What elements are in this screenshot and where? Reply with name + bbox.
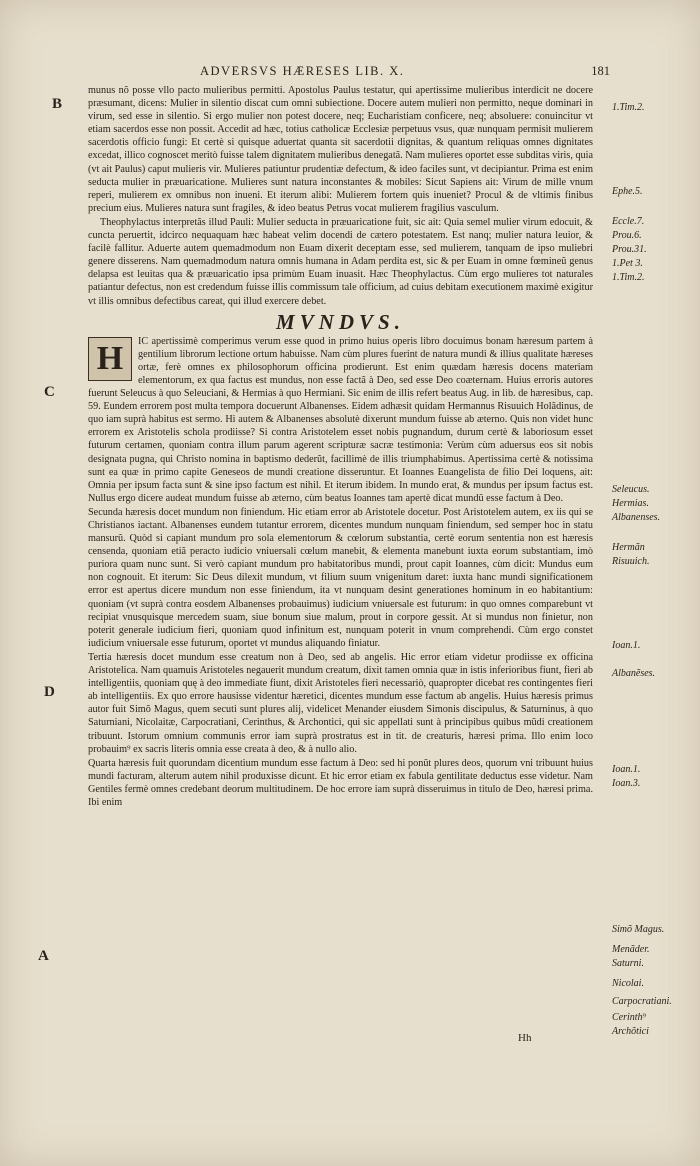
margin-note: Nicolai.: [612, 978, 644, 989]
margin-note: Risuuich.: [612, 556, 650, 567]
margin-note: 1.Tim.2.: [612, 272, 645, 283]
margin-note: Archõtici: [612, 1026, 649, 1037]
margin-note: 1.Pet 3.: [612, 258, 643, 269]
paragraph-mundus-4: Quarta hæresis fuit quorundam dicentium mundum esse factum à Deo: sed hi ponũt plures deos, quorum vni tribuunt huius mundi facturam, alterum autem nihil produxisse dicunt. Et hic error etiam ex fabula gentilitate deductus esse videtur. Nam Gentiles fermè omnes credebant deorum multitudinem. De hoc errore iam suprà disseruimus in titulo de Deo, hæresi prima. Ibi enim: [88, 757, 593, 808]
margin-note: Prou.31.: [612, 244, 647, 255]
paragraph-mundus-2: Secunda hæresis docet mundum non finiendum. Hic etiam error ab Aristotele docetur. Post Aristotelem autem, ex iis qui se Christianos iactant. Albanenses eundem tutantur errorem, dicentes mundum nunquam finiendum, sed semper hoc in statu mansurũ. Quòd si capiant mundum pro sola elementorum & cœlorum substantia, certè eorum sententia non est hæresis censenda, quoniam etiã peracto iudicio vniuersali cœlum manebit, & elementa manebunt iuxta eorum substantiam, imò puriora quam nunc sunt. Si verò capiant mundum pro habitatoribus mundi, prout capit Ioannes, cùm dicit: Mundus eum non cognouit. Et iterum: Sic Deus dilexit mundum, vt filium suum vnigenitum daret: iuxta hanc mundi significationem error est apertus dicere mundum non esse finiendum, ita vt nunquam desint generationes hominum in eo habitantium: quoniam (vt suprà contra eosdem Albanenses probauimus) iudicium vniuersale est futurum: in quo omnes comparebunt vt recipiat vnusquisque mercedem suam, siue bonum siue malum, prout in corpore gessit. At si mundus non finietur, non poterit generale iudicium fieri, quoniam quod infinitum est, nunquam poterit in vnum comprehendi. Cùm ergo constet iudicium vniuersale esse futurum, oportet vt mundus aliquando finiatur.: [88, 506, 593, 649]
margin-note: Ioan.3.: [612, 778, 641, 789]
paragraph-mundus-3: Tertia hæresis docet mundum esse creatum non à Deo, sed ab angelis. Hic error etiam videtur prodiisse ex officina Aristotelica. Nam quamuis Aristoteles negauerit mundum creatum, dixit tamen omnia quæ in istis inferioribus fiunt, fieri ab intelligentiis, quoniam quę à deo immediate fiunt, dixit Aristoteles fieri necessariò, quapropter dicebat res contingentes fieri ab intelligentiis. Ex quo errore hausisse videntur hæretici, dicentes mundum esse factum ab angelis. Huius hæresis primus autor fuit Simõ Magus, quem secuti sunt plures alij, videlicet Menander eiusdem Simonis discipulus, & Saturninus, à quo Saturniani, Nicolaitæ, Carpocratiani, Cerinthus, & Archontici, qui sic appellati sunt à principibus quibus mũdi creationem tribuunt. Istorum omnium communis error iam suprà prostratus est in tit. de creaturis, hæresi prima. Illo enim loco probauim⁹ ex sacris literis omnia esse creata à deo, & à nullo alio.: [88, 651, 593, 755]
section-marker-b: B: [52, 96, 63, 112]
section-title: MVNDVS.: [276, 309, 405, 334]
page-number: 181: [591, 64, 610, 78]
margin-note: Saturni.: [612, 958, 644, 969]
paragraph-top-2: Theophylactus interpretãs illud Pauli: Mulier seducta in præuaricatione fuit, sic ait: Quia semel mulier virum edocuit, & cuncta peruertit, idcirco nequaquam hæc habeat velim docendi de cætero potestatem. Est nanq; mulier natura leuior, & facilè fallitur. Aduerte autem quemadmodum non Euam dixerit deceptam esse, sed mulierem, tanquam de ipso muliebri genere disserens. Nam quemadmodum natura omnis humana in Adam perdita est, sic & per Euam in omne fœmineũ genus delapsa est leuitas qua & præuaricatio ipsa primùm Euam inuasit. Hæc Theophylactus. Cùm ergo mulieres tot naturales patiantur defectus, non est credendum fuisse illis commissum tale officium, ad cuius debitam executionem maximè exigitur vt illis omnibus defectibus careat, qui illud exercere debet.: [88, 216, 593, 307]
running-title: ADVERSVS HÆRESES LIB. X.: [200, 64, 405, 78]
decorated-initial: H: [88, 337, 132, 381]
paragraph-top-1: munus nõ posse vllo pacto mulieribus permitti. Apostolus Paulus testatur, qui apertissime mulieribus interdicit ne docere præsumant, dicens: Mulier in silentio discat cum omni subiectione. Docere autem mulieri non permitto, neque dominari in virum, sed esse in silentio. Si ergo mulier non potest docere, neq; Eucharistiam conficere, neq; absoluere: conuincitur vt etiam sacerdos esse non possit. Accedit ad hæc, totius catholicæ Ecclesiæ perpetuus vsus, quæ nunquam permisit mulierem sacerdotis officio fungi: Et certè si quisque aduertat quanta sit sacerdotii dignitas, & quantum reliquas omnes dignitates excedat, illico cognoscet meritò fuisse talem dignitatem mulieribus denegatã. Nam mulieres oportet esse subditas viris, quia (vt ait Paulus) caput mulieris vir. Mulieres patiuntur prudentiæ defectum, & ideo faciles sunt, vt decipiantur. Prima est enim seducta mulier in præuaricatione. Mulieres sunt natura inconstantes & mobiles: Sicut Sapiens ait: Virum de mille vnum reperi, mulierem ex omnibus non inueni. Et iterum alibi: Mulierem fortem quis inueniet? Procul & de vltimis finibus precium eius. Mulieres natura sunt fragiles, & ideo beatus Petrus vocat mulierem fragilius vasculum.: [88, 85, 593, 214]
section-marker-c: C: [44, 384, 55, 400]
margin-note: Albanẽses.: [612, 668, 656, 679]
margin-note: Hermias.: [612, 498, 649, 509]
margin-note: 1.Tim.2.: [612, 102, 645, 113]
margin-note: Albanenses.: [612, 512, 661, 523]
margin-note: Hermãn: [612, 542, 645, 553]
main-text: [88, 84, 593, 810]
margin-note: Prou.6.: [612, 230, 642, 241]
section-marker-a: A: [38, 948, 49, 964]
margin-note: Ioan.1.: [612, 764, 641, 775]
margin-note: Cerinth⁹: [612, 1012, 647, 1023]
paragraph-mundus-1: IC apertissimè comperimus verum esse quod in primo huius operis libro docuimus bonam hæresum partem à gentilium librorum lectione ortum habuisse. Nam cùm plures fuerint de natura mundi & illius qualitate hæreses ortæ, ferè omnes ex philosophorum officina prodierunt. Est enim quædam hæresis docens materiam elementorum, ex qua factus est mundus, non esse factã à Deo, sed esse Deo coæternam. Huius erroris autores fuerunt Seleucus à quo Seleuciani, & Hermias à quo Hermiani. Sic enim de illis refert beatus Aug. in lib. de hæresibus, cap. 59. Eundem errorem post multa tempora docuerunt Albanenses. Eidem adhæsit quidam Hermannus Risuuich Holãdinus, de quo iam suprà habitus est sermo. Hi autem & Albanenses absolutè dixerunt mundum fuisse ab æterno. Quis non videt hunc errorem ex Aristotelis schola prodiisse? Si contra Aristotelem esset nobis pugnandum, durum certè & laboriosum esset futurum certamen, quoniam contra illum parum agerent scripturæ sacræ testimonia: Verùm cùm aduersus eos sit nobis designata pugna, qui Christo nomina in baptismo dederũt, facillimè de illis triumphabimus. Apertissima certè & notissima sunt ea quæ in primo capite Geneseos de mundi creatione disseruntur. Et Ioannes Euangelista de filio Dei loquens, ait: Omnia per ipsum facta sunt & sine ipso factum est nihil. Et iterum ibidem. In mundo erat, & mundus per ipsum factus est. Nullus ergo dicere audeat mundum fuisse ab æterno, cùm beatus Ioannes tam apertè dicat mundũ esse factum à Deo.: [88, 335, 593, 504]
margin-note: Menãder.: [612, 944, 650, 955]
margin-note: Seleucus.: [612, 484, 650, 495]
section-marker-d: D: [44, 684, 55, 700]
signature-mark: Hh: [518, 1032, 532, 1044]
margin-note: Ephe.5.: [612, 186, 643, 197]
margin-note: Simõ Magus.: [612, 924, 665, 935]
margin-note: Eccle.7.: [612, 216, 645, 227]
margin-note: Carpocratiani.: [612, 996, 672, 1007]
margin-note: Ioan.1.: [612, 640, 641, 651]
